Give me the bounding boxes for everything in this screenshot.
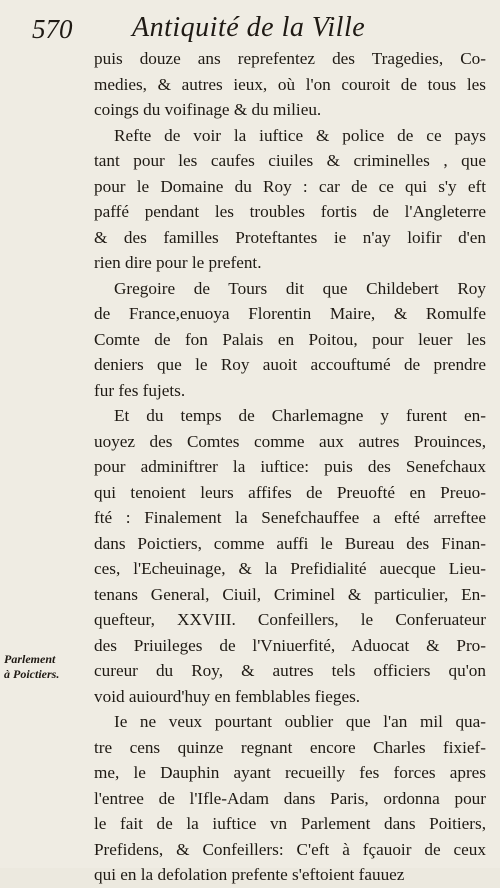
margin-note-line: à Poictiers. [4,667,60,681]
text-line: cureur du Roy, & autres tels officiers qu'on [94,661,486,680]
text-line: pour le Domaine du Roy : car de ce qui s'y eft [94,176,486,196]
text-line: rien dire pour le prefent. [94,253,262,272]
text-line: Ie ne veux pourtant oublier que l'an mil qua- [114,712,486,731]
text-line: uoyez des Comtes comme aux autres Prouinces, [94,431,486,451]
text-line: tenans General, Ciuil, Criminel & particulier, En- [94,584,486,604]
text-line: Et du temps de Charlemagne y furent en- [114,406,486,425]
text-line: Gregoire de Tours dit que Childebert Roy [114,278,486,298]
running-title: Antiquité de la Ville [132,12,366,43]
text-line: Comte de fon Palais en Poitou, pour leuer les [94,329,486,349]
text-line: paffé pendant les troubles fortis de l'Angleterre [94,202,486,221]
text-line: Refte de voir la iuftice & police de ce pays [114,125,486,145]
text-line: le fait de la iuftice vn Parlement dans Poitiers, [94,814,486,833]
text-line: l'entree de l'Ifle-Adam dans Paris, ordonna pour [94,788,486,808]
text-line: medies, & autres ieux, où l'on couroit de tous les [94,74,486,94]
text-line: dans Poictiers, comme auffi le Bureau des Finan- [94,533,486,553]
running-head [20,4,490,44]
text-line: void auiourd'huy en femblables fieges. [94,686,361,706]
text-line: coings du voifinage & du milieu. [94,100,322,119]
text-line: deniers que le Roy auoit accouftumé de prendre [94,355,486,374]
text-line: tant pour les caufes ciuiles & criminelles , que [94,151,486,170]
text-line: pour adminiftrer la iuftice: puis des Senefchaux [94,457,486,476]
margin-note-line: Parlement [4,652,56,666]
text-line: qui en la defolation prefente s'eftoient fauuez [94,865,405,884]
text-line: ces, l'Echeuinage, & la Prefidialité auecque Lieu- [94,559,486,578]
margin-note [4,652,59,682]
text-line: puis douze ans reprefentez des Tragedies, Co- [94,49,486,68]
text-line: de France,enuoya Florentin Maire, & Romulfe [94,304,486,323]
text-line: me, le Dauphin ayant recueilly fes forces apres [94,763,486,782]
page-number: 570 [32,14,73,44]
body-text [94,46,486,888]
text-line: & des familles Proteftantes ie n'ay loifir d'en [94,227,486,247]
text-line: tre cens quinze regnant encore Charles fixief- [94,737,486,757]
text-line: quefteur, XXVIII. Confeillers, le Conferuateur [94,610,486,629]
text-line: Prefidens, & Confeillers: C'eft à fçauoir de ceux [94,839,486,859]
text-line: qui tenoient leurs affifes de Preuofté en Preuo- [94,482,486,502]
text-line: des Priuileges de l'Vniuerfité, Aduocat & Pro- [94,635,486,655]
text-line: fté : Finalement la Senefchauffee a efté arreftee [94,508,486,527]
text-line: fur fes fujets. [94,380,186,400]
